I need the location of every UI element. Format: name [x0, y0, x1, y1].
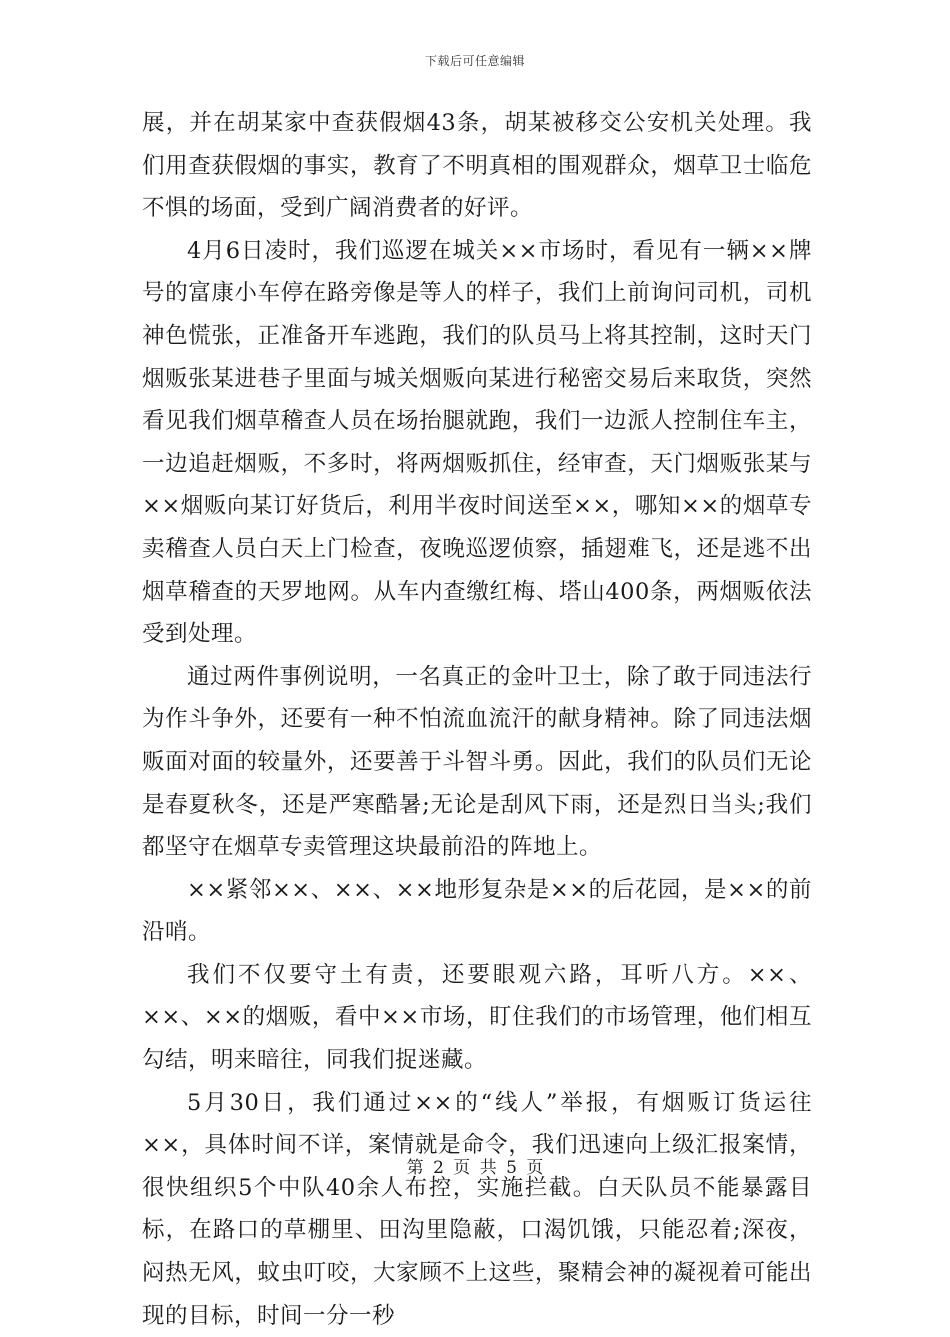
paragraph-6: 5月30日，我们通过××的“线人”举报，有烟贩订货运往××，具体时间不详，案情就是命令，我们迅速向上级汇报案情，很快组织5个中队40余人布控，实施拦截。白天队员不能暴露目标，在路口的草棚里、田沟里隐蔽，口渴饥饿，只能忍着;深夜，闷热无风，蚊虫叮咬，大家顾不上这些，聚精会神的凝视着可能出现的目标，时间一分一秒 [142, 1089, 812, 1329]
paragraph-5: 我们不仅要守土有责，还要眼观六路，耳听八方。××、××、××的烟贩，看中××市场，盯住我们的市场管理，他们相互勾结，明来暗往，同我们捉迷藏。 [142, 961, 812, 1074]
body-text [142, 102, 812, 1337]
paragraph-3: 通过两件事例说明，一名真正的金叶卫士，除了敢于同违法行为作斗争外，还要有一种不怕流血流汗的献身精神。除了同违法烟贩面对面的较量外，还要善于斗智斗勇。因此，我们的队员们无论是春夏秋冬，还是严寒酷暑;无论是刮风下雨，还是烈日当头;我们都坚守在烟草专卖管理这块最前沿的阵地上。 [142, 663, 812, 861]
paragraph-2: 4月6日凌时，我们巡逻在城关××市场时，看见有一辆××牌号的富康小车停在路旁像是等人的样子，我们上前询问司机，司机神色慌张，正准备开车逃跑，我们的队员马上将其控制，这时天门烟贩张某进巷子里面与城关烟贩向某进行秘密交易后来取货，突然看见我们烟草稽查人员在场抬腿就跑，我们一边派人控制住车主，一边追赶烟贩，不多时，将两烟贩抓住，经审查，天门烟贩张某与××烟贩向某订好货后，利用半夜时间送至××，哪知××的烟草专卖稽查人员白天上门检查，夜晚巡逻侦察，插翅难飞，还是逃不出烟草稽查的天罗地网。从车内查缴红梅、塔山400条，两烟贩依法受到处理。 [142, 237, 812, 648]
paragraph-1: 展，并在胡某家中查获假烟43条，胡某被移交公安机关处理。我们用查获假烟的事实，教育了不明真相的围观群众，烟草卫士临危不惧的场面，受到广阔消费者的好评。 [142, 110, 812, 222]
page-number-footer: 第 2 页 共 5 页 [406, 1158, 544, 1178]
page-header-note: 下载后可任意编辑 [424, 54, 525, 68]
paragraph-4: ××紧邻××、××、××地形复杂是××的后花园，是××的前沿哨。 [142, 876, 812, 946]
